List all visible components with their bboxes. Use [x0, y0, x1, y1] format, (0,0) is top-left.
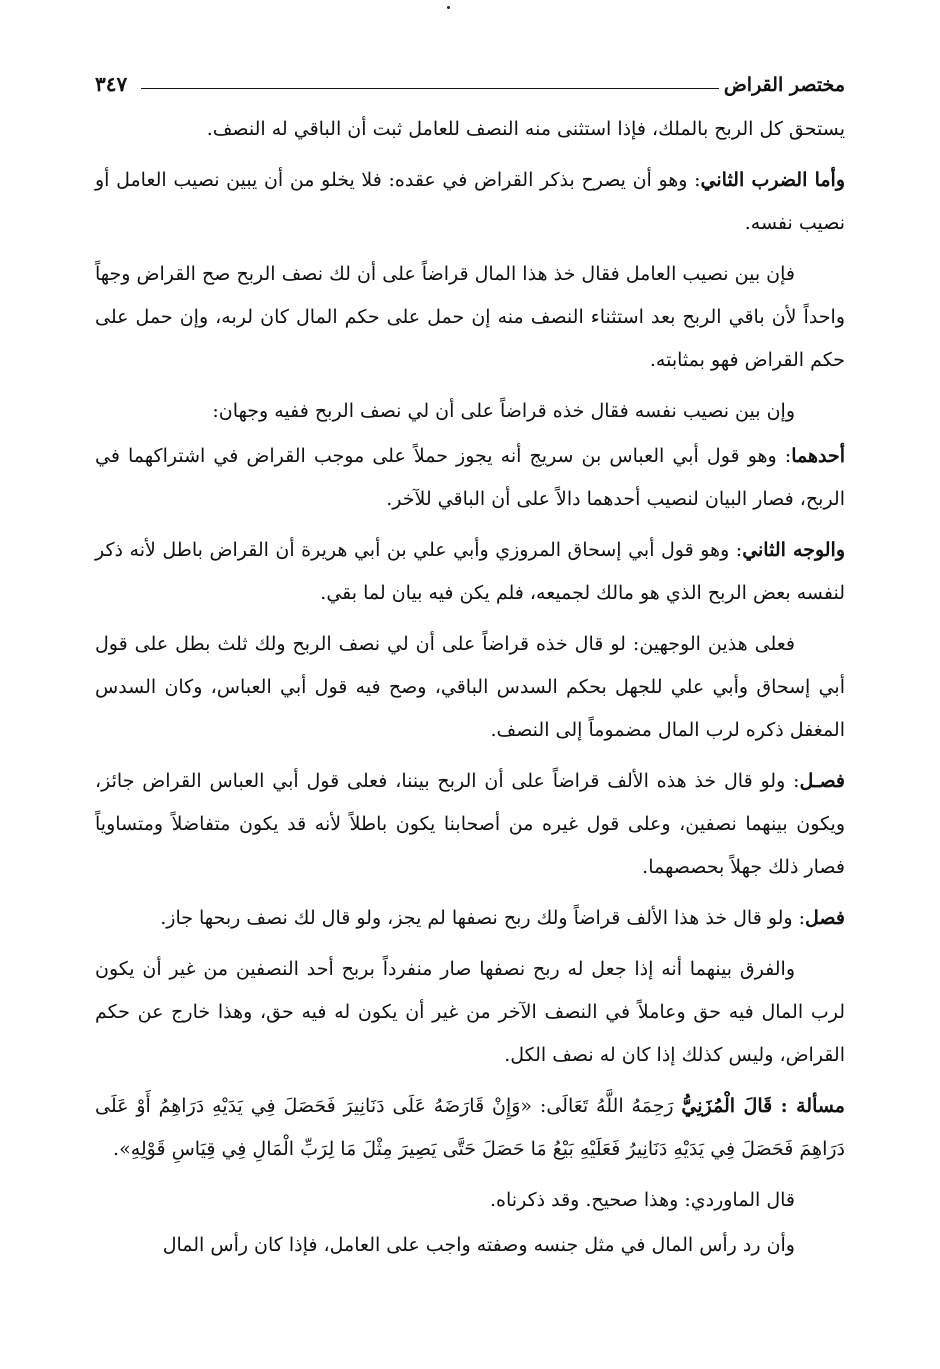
paragraph — [95, 623, 845, 752]
paragraph-text: : ولو قال خذ هذا الألف قراضاً ولك ربح نصفها لم يجز، ولو قال لك نصف ربحها جاز. — [160, 907, 806, 929]
paragraph-heading: أحدهما — [791, 445, 845, 467]
paragraph — [95, 948, 845, 1077]
paragraph-text: وأن رد رأس المال في مثل جنسه وصفته واجب على العامل، فإذا كان رأس المال — [162, 1234, 795, 1256]
paragraph-text: : ولو قال خذ هذه الألف قراضاً على أن الربح بيننا، فعلى قول أبي العباس القراض جائز، ويكون بينهما نصفين، وعلى قول غيره من أصحابنا يكون باطلاً لأنه قد يكون متفاضلاً ومتساوياً فصار ذلك جهلاً بحصصهما. — [95, 770, 845, 878]
text-body — [95, 108, 845, 1275]
page-number: ٣٤٧ — [95, 72, 128, 96]
paragraph-text: وإن بين نصيب نفسه فقال خذه قراضاً على أن لي نصف الربح ففيه وجهان: — [212, 400, 795, 422]
scan-dot — [447, 6, 450, 9]
paragraph-text: فعلى هذين الوجهين: لو قال خذه قراضاً على أن لي نصف الربح ولك ثلث بطل على قول أبي إسحاق وأبي علي للجهل بحكم السدس الباقي، وصح فيه قول أبي العباس، وكان السدس المغفل ذكره لرب المال مضموماً إلى النصف. — [95, 633, 845, 741]
paragraph — [95, 253, 845, 382]
paragraph-heading: وأما الضرب الثاني — [700, 169, 846, 191]
paragraph — [95, 1085, 845, 1171]
paragraph-text: : وهو قول أبي العباس بن سريج أنه يجوز حملاً على موجب القراض في اشتراكهما في الربح، فصار البيان لنصيب أحدهما دالاً على أن الباقي للآخر. — [95, 445, 845, 510]
paragraph — [95, 390, 845, 433]
paragraph — [95, 1224, 845, 1267]
paragraph-heading: فصـل — [799, 770, 845, 792]
paragraph-text: يستحق كل الربح بالملك، فإذا استثنى منه النصف للعامل ثبت أن الباقي له النصف. — [206, 118, 845, 140]
paragraph — [95, 1179, 845, 1222]
header-rule — [141, 88, 719, 89]
paragraph — [95, 159, 845, 245]
paragraph — [95, 529, 845, 615]
paragraph — [95, 760, 845, 889]
paragraph-heading: فصل — [805, 907, 845, 929]
paragraph — [95, 897, 845, 940]
paragraph-text: رَحِمَهُ اللَّهُ تَعَالَى: «وَإِنْ قَارَضَهُ عَلَى دَنَانِيرَ فَحَصَلَ فِي يَدَيْهِ دَرَاهِمُ أَوْ عَلَى دَرَاهِمَ فَحَصَلَ فِي يَدَيْهِ دَنَانِيرُ فَعَلَيْهِ بَيْعُ مَا حَصَلَ حَتَّى يَصِيرَ مِثْلَ مَا لِرَبِّ الْمَالِ فِي قِيَاسِ قَوْلِهِ». — [95, 1095, 845, 1160]
paragraph-text: : وهو أن يصرح بذكر القراض في عقده: فلا يخلو من أن يبين نصيب العامل أو نصيب نفسه. — [95, 169, 845, 234]
page-header — [95, 68, 845, 102]
paragraph-heading: مسألة : قَالَ الْمُزَنِيُّ — [681, 1095, 845, 1117]
paragraph-text: والفرق بينهما أنه إذا جعل له ربح نصفها صار منفرداً بربح أحد النصفين من غير أن يكون لرب المال فيه حق وعاملاً في النصف الآخر من غير أن يكون له فيه حق، وهذا خارج عن حكم القراض، وليس كذلك إذا كان له نصف الكل. — [95, 958, 845, 1066]
paragraph — [95, 108, 845, 151]
running-title: مختصر القراض — [723, 74, 845, 96]
document-page — [95, 0, 845, 1369]
paragraph-text: : وهو قول أبي إسحاق المروزي وأبي علي بن أبي هريرة أن القراض باطل لأنه ذكر لنفسه بعض الربح الذي هو مالك لجميعه، فلم يكن فيه بيان لما بقي. — [95, 539, 845, 604]
paragraph-heading: والوجه الثاني — [742, 539, 845, 561]
paragraph — [95, 435, 845, 521]
paragraph-text: قال الماوردي: وهذا صحيح. وقد ذكرناه. — [490, 1189, 795, 1211]
paragraph-text: فإن بين نصيب العامل فقال خذ هذا المال قراضاً على أن لك نصف الربح صح القراض وجهاً واحداً لأن باقي الربح بعد استثناء النصف منه إن حمل على حكم المال كان لربه، وإن حمل على حكم القراض فهو بمثابته. — [95, 263, 845, 371]
